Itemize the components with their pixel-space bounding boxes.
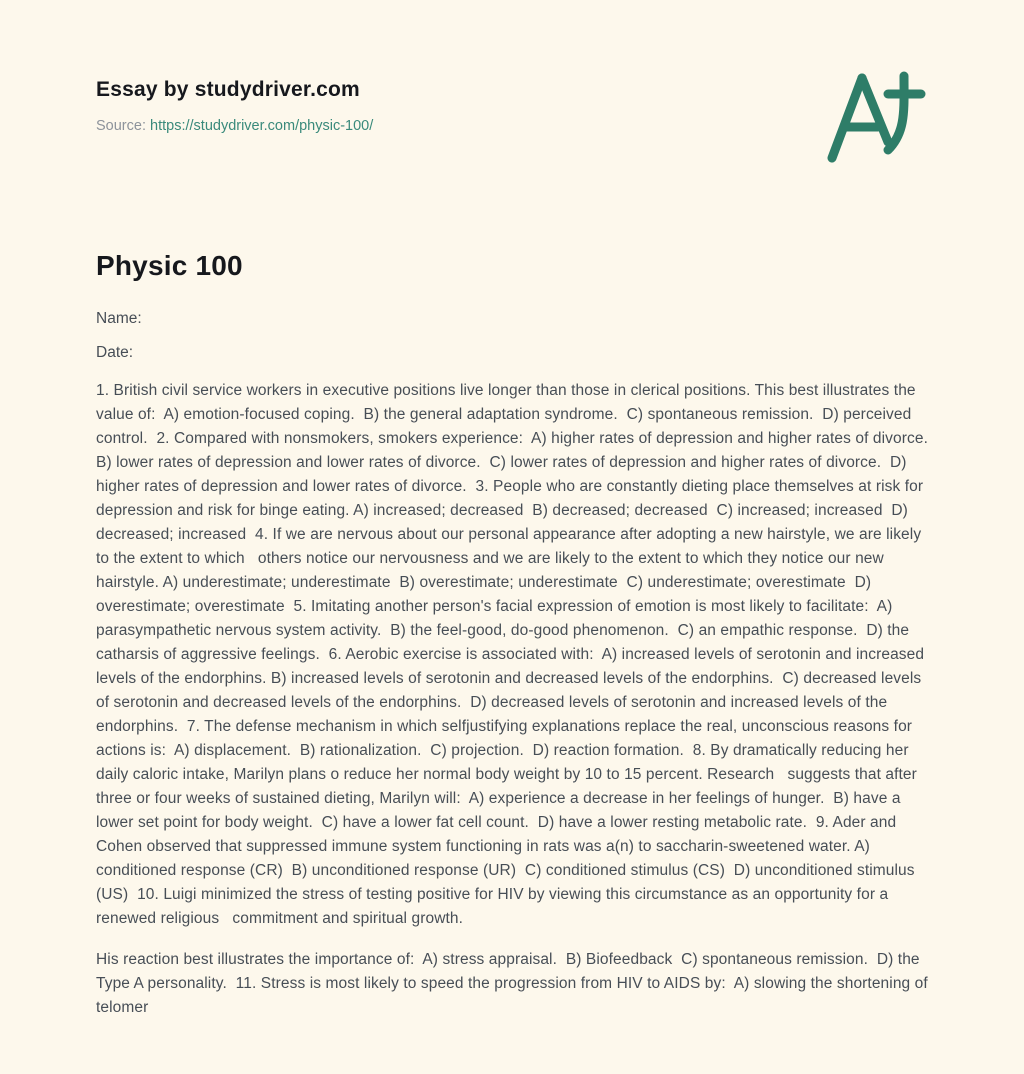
studydriver-logo — [822, 70, 930, 165]
source-line — [96, 118, 930, 134]
essay-paragraph-2: His reaction best illustrates the importance of: A) stress appraisal. B) Biofeedback C) spontaneous remission. D) the Type A personality. 11. Stress is most likely to speed the progression from HIV to AIDS by: A) slowing the shortening of telomer — [96, 951, 933, 1016]
name-label: Name: — [96, 310, 142, 327]
source-link[interactable]: https://studydriver.com/physic-100/ — [150, 118, 374, 134]
a-plus-logo-icon — [822, 70, 930, 165]
source-label: Source: — [96, 118, 146, 134]
date-label: Date: — [96, 344, 134, 361]
essay-paragraph-1: 1. British civil service workers in executive positions live longer than those in clerical positions. This best illustrates the value of: A) emotion-focused coping. B) the general adaptation syndrome. C) spontaneous remission. D) perceived control. 2. Compared with nonsmokers, smokers experience: A) higher rates of depression and higher rates of divorce. B) lower rates of depression and lower rates of divorce. C) lower rates of depression and higher rates of divorce. D) higher rates of depression and lower rates of divorce. 3. People who are constantly dieting place themselves at risk for depression and risk for binge eating. A) increased; decreased B) decreased; decreased C) increased; increased D) decreased; increased 4. If we are nervous about our personal appearance after adopting a new hairstyle, we are likely to the extent to which others notice our nervousness and we are likely to the extent to which they notice our new hairstyle. A) underestimate; underestimate B) overestimate; underestimate C) underestimate; overestimate D) overestimate; overestimate 5. Imitating another person's facial expression of emotion is most likely to facilitate: A) parasympathetic nervous system activity. B) the feel-good, do-good phenomenon. C) an empathic response. D) the catharsis of aggressive feelings. 6. Aerobic exercise is associated with: A) increased levels of serotonin and increased levels of the endorphins. B) increased levels of serotonin and decreased levels of the endorphins. C) decreased levels of serotonin and decreased levels of the endorphins. D) decreased levels of serotonin and increased levels of the endorphins. 7. The defense mechanism in which selfjustifying explanations replace the real, unconscious reasons for actions is: A) displacement. B) rationalization. C) projection. D) reaction formation. 8. By dramatically reducing her daily caloric intake, Marilyn plans o reduce her normal body weight by 10 to 15 percent. Research suggests that after three or four weeks of sustained dieting, Marilyn will: A) experience a decrease in her feelings of hunger. B) have a lower set point for body weight. C) have a lower fat cell count. D) have a lower resting metabolic rate. 9. Ader and Cohen observed that suppressed immune system functioning in rats was a(n) to saccharin-sweetened water. A) conditioned response (CR) B) unconditioned response (UR) C) conditioned stimulus (CS) D) unconditioned stimulus (US) 10. Luigi minimized the stress of testing positive for HIV by viewing this circumstance as an opportunity for a renewed religious commitment and spiritual growth. — [96, 382, 937, 927]
page-title: Physic 100 — [96, 250, 243, 281]
byline: Essay by studydriver.com — [96, 78, 360, 101]
